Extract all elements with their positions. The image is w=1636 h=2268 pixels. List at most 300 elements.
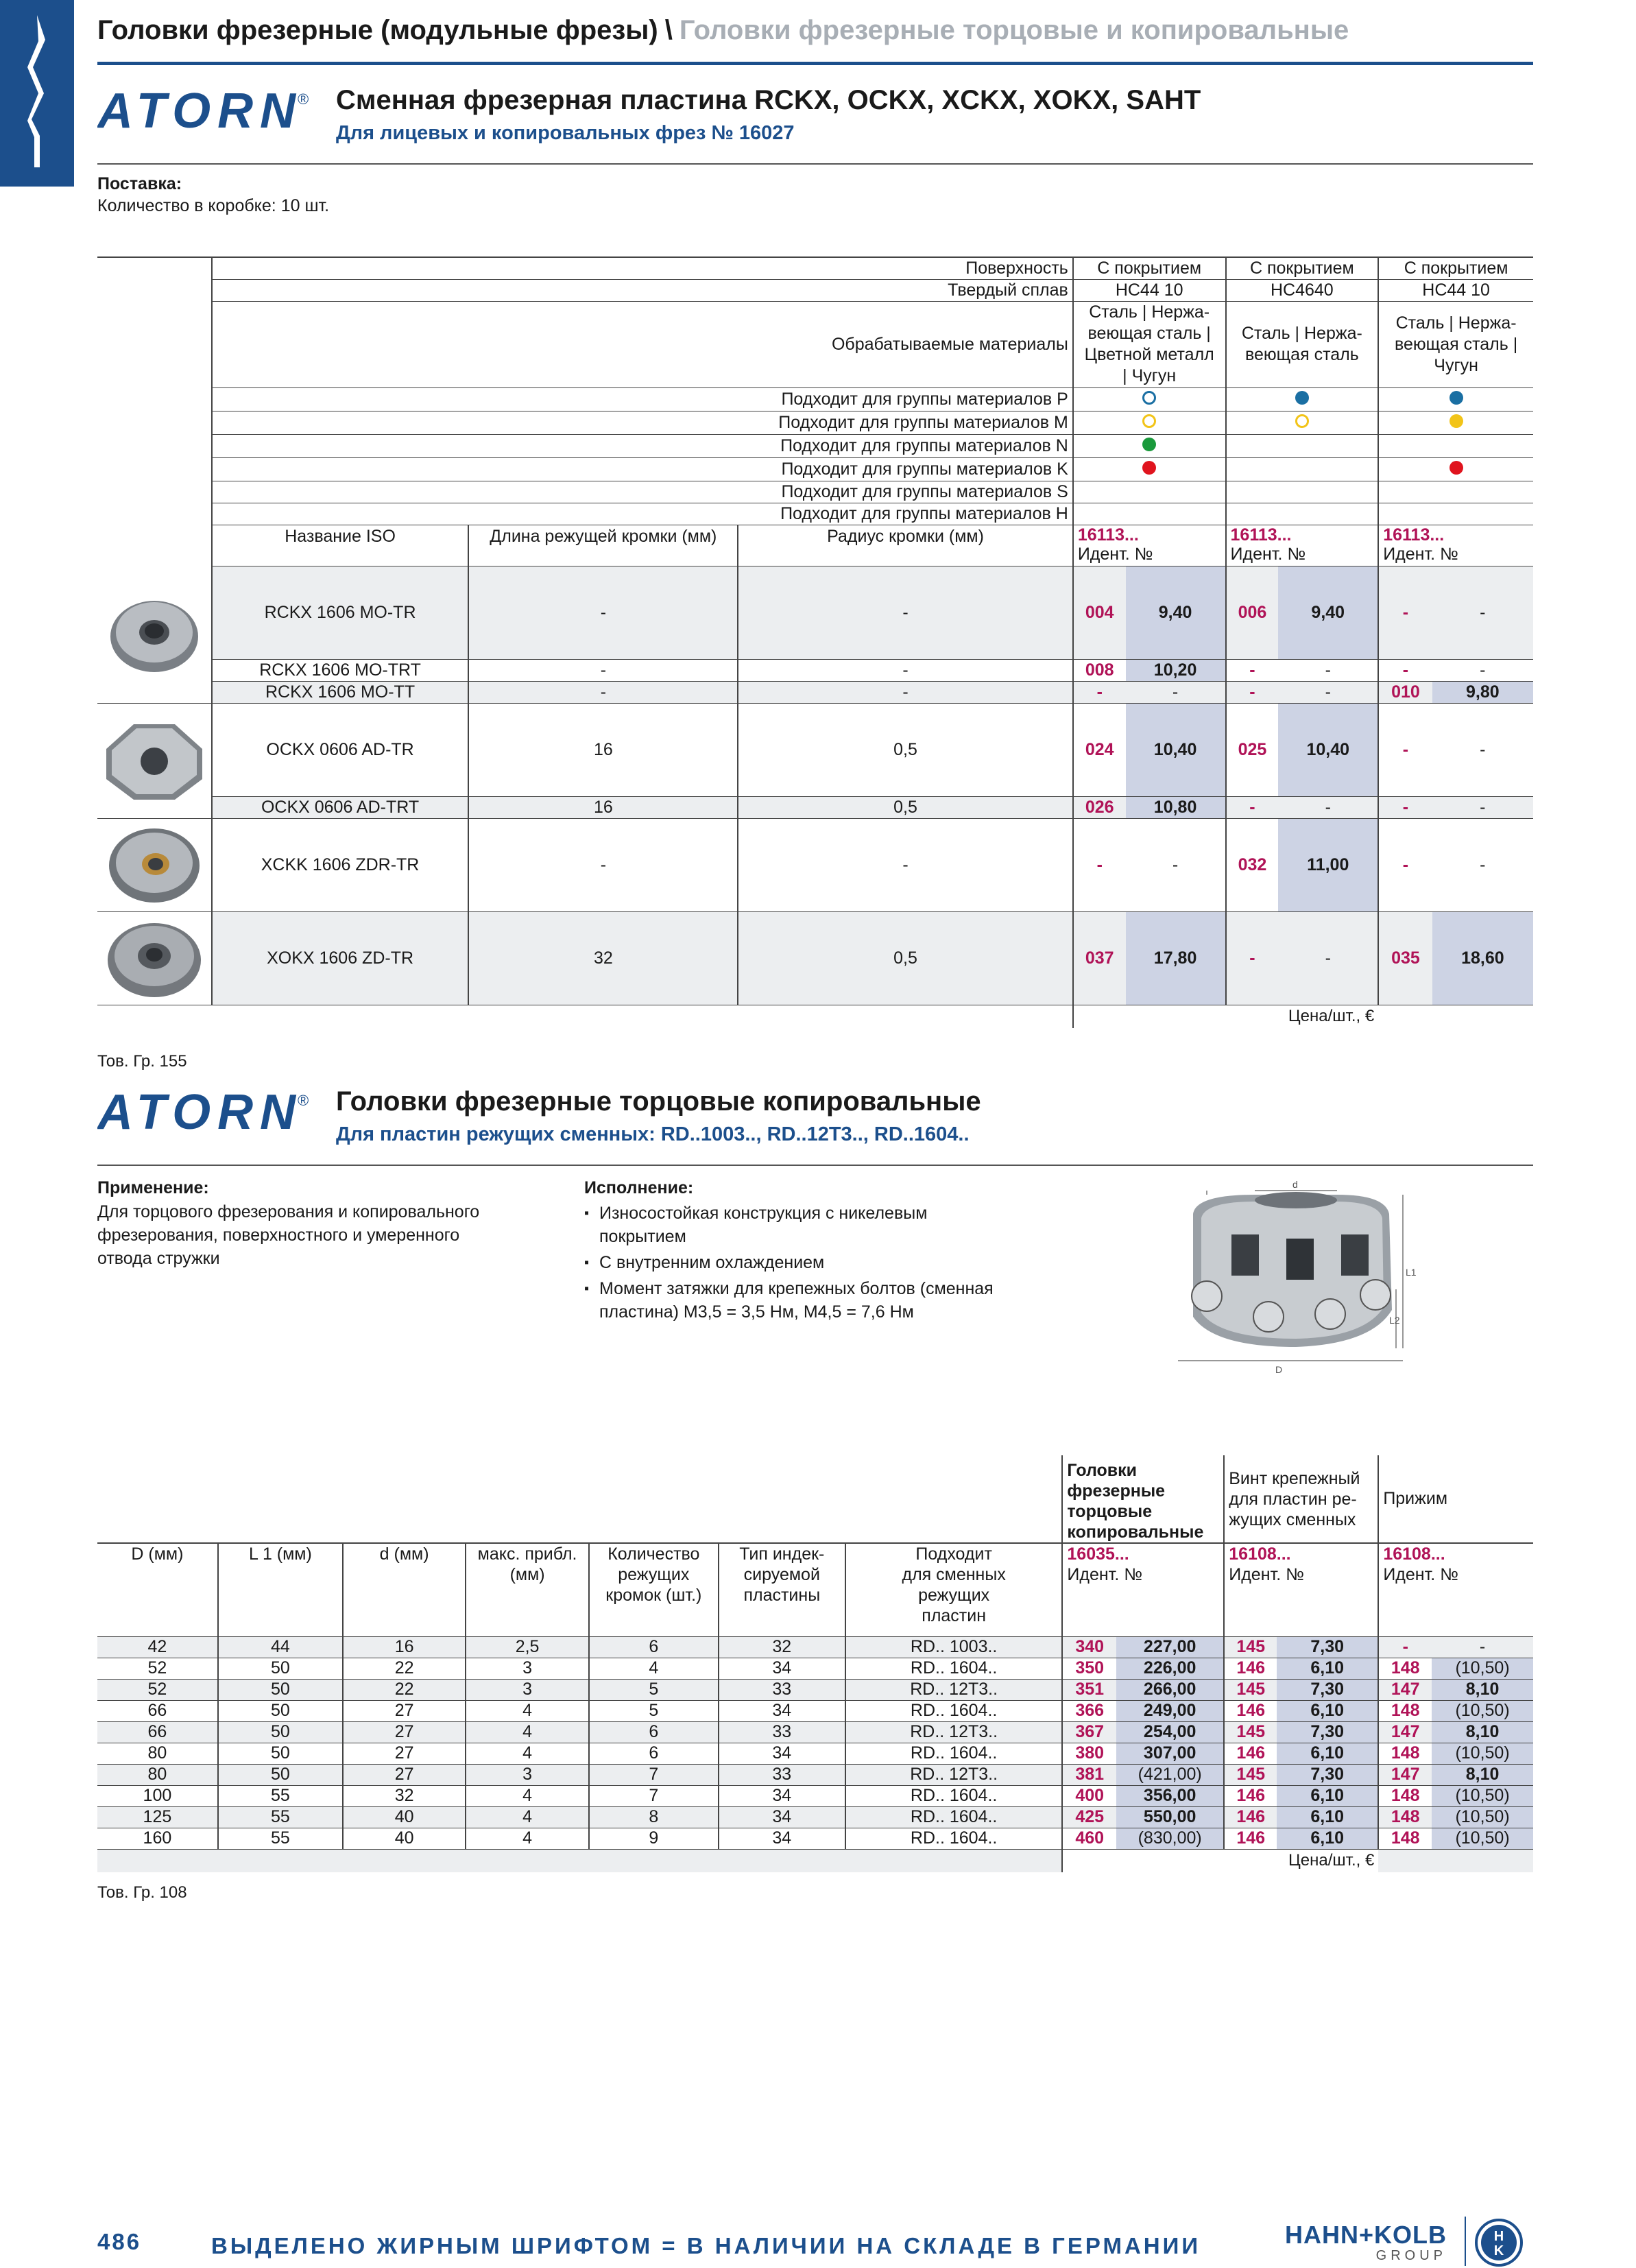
col1-ident: Идент. №: [1077, 544, 1153, 564]
max-depth: 3: [466, 1679, 589, 1700]
apply-line: Для торцового фрезерования и копировального: [97, 1202, 480, 1221]
svg-text:H: H: [1493, 2229, 1504, 2244]
bore-d: 22: [343, 1658, 466, 1679]
apply-line: отвода стружки: [97, 1249, 220, 1268]
price: 6,10: [1277, 1658, 1378, 1679]
edge-radius: -: [738, 659, 1073, 681]
length-L1: 50: [218, 1721, 343, 1743]
diameter: 66: [97, 1721, 218, 1743]
col-ap-head: макс. прибл. (мм): [466, 1543, 589, 1636]
apply-line: фрезерования, поверхностного и умеренного: [97, 1226, 460, 1245]
apply-text: [97, 1200, 479, 1270]
price: 6,10: [1277, 1700, 1378, 1721]
price: 6,10: [1277, 1806, 1378, 1828]
hahn-kolb-logo: [1241, 2221, 1447, 2263]
max-depth: 4: [466, 1806, 589, 1828]
col-length-head: Длина режущей кромки (мм): [468, 525, 738, 566]
price-note: Цена/шт., €: [1073, 1005, 1378, 1028]
price: 6,10: [1277, 1743, 1378, 1764]
insert-type: 32: [719, 1636, 845, 1658]
dim-L1: L1: [1406, 1267, 1417, 1278]
col2-ident: Идент. №: [1229, 1565, 1304, 1584]
diameter: 80: [97, 1764, 218, 1785]
insert-type: 34: [719, 1658, 845, 1679]
dim-L2: L2: [1389, 1315, 1400, 1326]
ident-code: 146: [1224, 1700, 1277, 1721]
price: 226,00: [1116, 1658, 1224, 1679]
price: (421,00): [1116, 1764, 1224, 1785]
svg-text:®: ®: [298, 91, 309, 108]
col2-ident: Идент. №: [1230, 544, 1306, 564]
insert-type: 33: [719, 1764, 845, 1785]
section2-subtitle: Для пластин режущих сменных: RD..1003.., RD..12T3.., RD..1604..: [336, 1123, 970, 1145]
group-note-2: Тов. Гр. 108: [97, 1883, 187, 1902]
max-depth: 4: [466, 1743, 589, 1764]
diameter: 66: [97, 1700, 218, 1721]
row-groupS-label: Подходит для группы материалов S: [212, 481, 1073, 503]
table-row: [97, 1764, 1533, 1785]
svg-text:K: K: [1493, 2243, 1504, 2258]
price: -: [1278, 796, 1378, 818]
section2-title: Головки фрезерные торцовые копировальные: [336, 1086, 981, 1117]
price: 7,30: [1277, 1636, 1378, 1658]
header-subtitle: Головки фрезерные торцовые и копировальные: [679, 15, 1349, 45]
edge-radius: -: [738, 818, 1073, 911]
price: -: [1432, 1636, 1533, 1658]
diameter: 80: [97, 1743, 218, 1764]
edge-radius: -: [738, 681, 1073, 703]
price: -: [1432, 566, 1533, 659]
fits-inserts: RD.. 1604..: [845, 1700, 1062, 1721]
ident-code: -: [1378, 659, 1432, 681]
col2-materials: Сталь | Нержа- веющая сталь: [1226, 301, 1379, 387]
stock-note: ВЫДЕЛЕНО ЖИРНЫМ ШРИФТОМ = В НАЛИЧИИ НА СКЛАДЕ В ГЕРМАНИИ: [211, 2233, 1201, 2258]
price: 17,80: [1126, 911, 1226, 1005]
price: -: [1278, 681, 1378, 703]
dim-d: d: [1292, 1179, 1298, 1190]
svg-text:ATORN: ATORN: [97, 1086, 293, 1137]
group-head-3: Прижим: [1378, 1455, 1533, 1543]
col-fit-head: Подходит для сменных режущих пластин: [845, 1543, 1062, 1636]
price: 7,30: [1277, 1721, 1378, 1743]
ident-code: 037: [1073, 911, 1126, 1005]
supply-text: Количество в коробке: 10 шт.: [97, 196, 330, 215]
price: 307,00: [1116, 1743, 1224, 1764]
edge-count: 5: [589, 1679, 719, 1700]
ident-code: -: [1073, 681, 1126, 703]
price: 8,10: [1432, 1721, 1533, 1743]
length-L1: 50: [218, 1679, 343, 1700]
ident-code: 340: [1062, 1636, 1116, 1658]
col1-ident: Идент. №: [1067, 1565, 1143, 1584]
price: -: [1126, 818, 1226, 911]
suitability-dot: [1295, 414, 1309, 428]
ident-code: 350: [1062, 1658, 1116, 1679]
dim-D: D: [1275, 1364, 1283, 1375]
iso-name: XOKX 1606 ZD-TR: [212, 911, 469, 1005]
length-L1: 44: [218, 1636, 343, 1658]
ident-code: 147: [1378, 1721, 1432, 1743]
col3-carbide: HC44 10: [1378, 279, 1533, 301]
svg-text:®: ®: [298, 1092, 309, 1109]
max-depth: 3: [466, 1658, 589, 1679]
ident-code: 026: [1073, 796, 1126, 818]
exec-item: ▪ Износостойкая конструкция с никелевым покрытием: [584, 1202, 994, 1248]
table-row: [97, 911, 1533, 1005]
ident-code: -: [1073, 818, 1126, 911]
cutting-length: 16: [468, 703, 738, 796]
iso-name: OCKX 0606 AD-TR: [212, 703, 469, 796]
price: (10,50): [1432, 1700, 1533, 1721]
table-row: [97, 1785, 1533, 1806]
ident-code: 024: [1073, 703, 1126, 796]
col2-code: 16113...: [1230, 525, 1292, 545]
ident-code: 008: [1073, 659, 1126, 681]
row-groupN-label: Подходит для группы материалов N: [212, 434, 1073, 457]
col-z-head: Количество режущих кромок (шт.): [589, 1543, 719, 1636]
length-L1: 50: [218, 1764, 343, 1785]
ident-code: 145: [1224, 1636, 1277, 1658]
table-row: [97, 1658, 1533, 1679]
bore-d: 40: [343, 1828, 466, 1849]
table-row: [97, 1828, 1533, 1849]
ident-code: -: [1378, 703, 1432, 796]
ident-code: 146: [1224, 1785, 1277, 1806]
price: 10,40: [1126, 703, 1226, 796]
price: 254,00: [1116, 1721, 1224, 1743]
insert-type: 34: [719, 1700, 845, 1721]
insert-type: 34: [719, 1743, 845, 1764]
ident-code: -: [1226, 659, 1279, 681]
insert-type: 34: [719, 1828, 845, 1849]
col3-materials: Сталь | Нержа- веющая сталь | Чугун: [1378, 301, 1533, 387]
price: 6,10: [1277, 1785, 1378, 1806]
price: -: [1126, 681, 1226, 703]
header-separator: \: [664, 15, 673, 45]
brand-name: HAHN+KOLB: [1284, 2221, 1447, 2249]
price: 6,10: [1277, 1828, 1378, 1849]
suitability-dot: [1142, 438, 1156, 451]
col-iso-head: Название ISO: [212, 525, 469, 566]
col-type-head: Тип индек- сируемой пластины: [719, 1543, 845, 1636]
table-row: [97, 1721, 1533, 1743]
edge-count: 5: [589, 1700, 719, 1721]
ident-code: 425: [1062, 1806, 1116, 1828]
row-groupK-label: Подходит для группы материалов K: [212, 457, 1073, 481]
page-number: 486: [97, 2229, 142, 2254]
bore-d: 16: [343, 1636, 466, 1658]
price: 10,20: [1126, 659, 1226, 681]
length-L1: 50: [218, 1658, 343, 1679]
length-L1: 50: [218, 1700, 343, 1721]
length-L1: 55: [218, 1806, 343, 1828]
suitability-dot: [1142, 391, 1156, 405]
table-row: [97, 681, 1533, 703]
ident-code: -: [1226, 681, 1279, 703]
hk-emblem-container: [1465, 2217, 1533, 2266]
ident-code: 148: [1378, 1806, 1432, 1828]
max-depth: 3: [466, 1764, 589, 1785]
table-row: [97, 703, 1533, 796]
inserts-table: [97, 256, 1533, 1028]
edge-count: 6: [589, 1721, 719, 1743]
ident-code: 147: [1378, 1679, 1432, 1700]
price: -: [1432, 659, 1533, 681]
price: -: [1432, 796, 1533, 818]
ident-code: -: [1378, 796, 1432, 818]
edge-count: 7: [589, 1785, 719, 1806]
fits-inserts: RD.. 1604..: [845, 1743, 1062, 1764]
diameter: 52: [97, 1658, 218, 1679]
bore-d: 27: [343, 1743, 466, 1764]
max-depth: 4: [466, 1700, 589, 1721]
edge-radius: 0,5: [738, 703, 1073, 796]
cutting-length: -: [468, 659, 738, 681]
insert-xckk-image: [99, 822, 209, 908]
ident-code: -: [1378, 566, 1432, 659]
price: 9,80: [1432, 681, 1533, 703]
diameter: 125: [97, 1806, 218, 1828]
col1-materials: Сталь | Нержа- веющая сталь | Цветной металл | Чугун: [1073, 301, 1226, 387]
ident-code: 146: [1224, 1658, 1277, 1679]
row-groupP-label: Подходит для группы материалов P: [212, 387, 1073, 411]
cutting-length: -: [468, 818, 738, 911]
fits-inserts: RD.. 12T3..: [845, 1721, 1062, 1743]
iso-name: RCKX 1606 MO-TRT: [212, 659, 469, 681]
ident-code: 146: [1224, 1743, 1277, 1764]
ident-code: 010: [1378, 681, 1432, 703]
brand-group: GROUP: [1375, 2248, 1447, 2263]
chapter-tab: [0, 0, 74, 187]
group-head-1: Головки фрезерные торцовые копировальные: [1062, 1455, 1224, 1543]
ident-code: 145: [1224, 1679, 1277, 1700]
header-rule: [97, 62, 1533, 65]
fits-inserts: RD.. 1604..: [845, 1806, 1062, 1828]
insert-type: 33: [719, 1721, 845, 1743]
price: 18,60: [1432, 911, 1533, 1005]
insert-type: 34: [719, 1806, 845, 1828]
table-row: [97, 1636, 1533, 1658]
atorn-logo: [97, 85, 314, 136]
suitability-dot: [1449, 461, 1463, 475]
ident-code: 032: [1226, 818, 1279, 911]
iso-name: OCKX 0606 AD-TRT: [212, 796, 469, 818]
price: 9,40: [1126, 566, 1226, 659]
price: 10,80: [1126, 796, 1226, 818]
col3-code: 16113...: [1383, 525, 1445, 545]
col3-ident: Идент. №: [1383, 544, 1458, 564]
milling-heads-table: [97, 1455, 1533, 1872]
table-row: [97, 1679, 1533, 1700]
edge-count: 8: [589, 1806, 719, 1828]
insert-rckx-image: [99, 591, 209, 678]
iso-name: XCKK 1606 ZDR-TR: [212, 818, 469, 911]
section1-title: Сменная фрезерная пластина RCKX, OCKX, XCKX, XOKX, SAHT: [336, 85, 1201, 115]
page-header: [97, 15, 1349, 46]
col3-ident: Идент. №: [1383, 1565, 1458, 1584]
ident-code: 145: [1224, 1764, 1277, 1785]
cutting-length: 16: [468, 796, 738, 818]
length-L1: 55: [218, 1785, 343, 1806]
bore-d: 22: [343, 1679, 466, 1700]
group-note-1: Тов. Гр. 155: [97, 1052, 187, 1071]
price: -: [1432, 818, 1533, 911]
table-row: [97, 566, 1533, 659]
ident-code: 025: [1226, 703, 1279, 796]
col1-surface: С покрытием: [1073, 257, 1226, 279]
ident-code: 460: [1062, 1828, 1116, 1849]
price: (10,50): [1432, 1806, 1533, 1828]
fits-inserts: RD.. 1604..: [845, 1785, 1062, 1806]
diameter: 42: [97, 1636, 218, 1658]
ident-code: -: [1378, 1636, 1432, 1658]
ident-code: 147: [1378, 1764, 1432, 1785]
table-row: [97, 818, 1533, 911]
ident-code: 366: [1062, 1700, 1116, 1721]
price: (10,50): [1432, 1785, 1533, 1806]
price: (10,50): [1432, 1828, 1533, 1849]
price: 266,00: [1116, 1679, 1224, 1700]
fits-inserts: RD.. 1604..: [845, 1828, 1062, 1849]
col-L1-head: L 1 (мм): [218, 1543, 343, 1636]
price: 8,10: [1432, 1764, 1533, 1785]
edge-count: 6: [589, 1636, 719, 1658]
row-groupM-label: Подходит для группы материалов M: [212, 411, 1073, 434]
ident-code: 035: [1378, 911, 1432, 1005]
edge-count: 6: [589, 1743, 719, 1764]
cutting-length: 32: [468, 911, 738, 1005]
section1-subtitle: Для лицевых и копировальных фрез № 16027: [336, 122, 795, 144]
ident-code: 400: [1062, 1785, 1116, 1806]
price: (10,50): [1432, 1743, 1533, 1764]
ident-code: 148: [1378, 1658, 1432, 1679]
length-L1: 55: [218, 1828, 343, 1849]
col3-surface: С покрытием: [1378, 257, 1533, 279]
header-title: Головки фрезерные (модульные фрезы): [97, 15, 658, 45]
col-radius-head: Радиус кромки (мм): [738, 525, 1073, 566]
col2-surface: С покрытием: [1226, 257, 1379, 279]
price: 9,40: [1278, 566, 1378, 659]
price: 11,00: [1278, 818, 1378, 911]
ident-code: 146: [1224, 1806, 1277, 1828]
col-D-head: D (мм): [97, 1543, 218, 1636]
bore-d: 27: [343, 1721, 466, 1743]
row-materials-label: Обрабатываемые материалы: [212, 301, 1073, 387]
ident-code: 381: [1062, 1764, 1116, 1785]
ident-code: 367: [1062, 1721, 1116, 1743]
bore-d: 40: [343, 1806, 466, 1828]
edge-count: 4: [589, 1658, 719, 1679]
ident-code: -: [1378, 818, 1432, 911]
divider: [97, 163, 1533, 165]
price: -: [1278, 911, 1378, 1005]
price: 7,30: [1277, 1679, 1378, 1700]
price: 227,00: [1116, 1636, 1224, 1658]
edge-count: 9: [589, 1828, 719, 1849]
exec-list: [584, 1202, 994, 1324]
row-groupH-label: Подходит для группы материалов H: [212, 503, 1073, 525]
table-row: [97, 1806, 1533, 1828]
suitability-dot: [1449, 414, 1463, 428]
price: 356,00: [1116, 1785, 1224, 1806]
edge-count: 7: [589, 1764, 719, 1785]
exec-item: ▪ С внутренним охлаждением: [584, 1251, 994, 1274]
col1-carbide: HC44 10: [1073, 279, 1226, 301]
ident-code: -: [1226, 911, 1279, 1005]
edge-radius: 0,5: [738, 796, 1073, 818]
price: (10,50): [1432, 1658, 1533, 1679]
ident-code: 145: [1224, 1721, 1277, 1743]
iso-name: RCKX 1606 MO-TR: [212, 566, 469, 659]
exec-label: Исполнение:: [584, 1178, 694, 1197]
fits-inserts: RD.. 12T3..: [845, 1764, 1062, 1785]
insert-type: 34: [719, 1785, 845, 1806]
col-d-head: d (мм): [343, 1543, 466, 1636]
bore-d: 27: [343, 1764, 466, 1785]
insert-ockx-image: [99, 717, 209, 804]
cutting-length: -: [468, 566, 738, 659]
milling-head-drawing: [1166, 1173, 1426, 1378]
fits-inserts: RD.. 1003..: [845, 1636, 1062, 1658]
max-depth: 2,5: [466, 1636, 589, 1658]
iso-name: RCKX 1606 MO-TT: [212, 681, 469, 703]
length-L1: 50: [218, 1743, 343, 1764]
row-surface-label: Поверхность: [212, 257, 1073, 279]
price: 10,40: [1278, 703, 1378, 796]
edge-radius: 0,5: [738, 911, 1073, 1005]
ident-code: 351: [1062, 1679, 1116, 1700]
price: -: [1432, 703, 1533, 796]
price: (830,00): [1116, 1828, 1224, 1849]
suitability-dot: [1295, 391, 1309, 405]
col2-carbide: HC4640: [1226, 279, 1379, 301]
atorn-logo: [97, 1086, 314, 1137]
insert-type: 33: [719, 1679, 845, 1700]
col2-code: 16108...: [1229, 1544, 1291, 1564]
fits-inserts: RD.. 1604..: [845, 1658, 1062, 1679]
table-row: [97, 1743, 1533, 1764]
ident-code: 380: [1062, 1743, 1116, 1764]
fits-inserts: RD.. 12T3..: [845, 1679, 1062, 1700]
bore-d: 32: [343, 1785, 466, 1806]
ident-code: 004: [1073, 566, 1126, 659]
diameter: 160: [97, 1828, 218, 1849]
divider: [97, 1165, 1533, 1166]
exec-item: ▪ Момент затяжки для крепежных болтов (сменная пластина) M3,5 = 3,5 Нм, M4,5 = 7,6 Нм: [584, 1277, 994, 1324]
ident-code: 006: [1226, 566, 1279, 659]
price: 7,30: [1277, 1764, 1378, 1785]
price: 249,00: [1116, 1700, 1224, 1721]
insert-xokx-image: [99, 915, 209, 1001]
table-row: [97, 659, 1533, 681]
price: 550,00: [1116, 1806, 1224, 1828]
table-row: [97, 1700, 1533, 1721]
apply-label: Применение:: [97, 1178, 209, 1197]
max-depth: 4: [466, 1721, 589, 1743]
table-row: [97, 796, 1533, 818]
hk-emblem-icon: [1474, 2218, 1524, 2267]
supply-label: Поставка:: [97, 174, 182, 193]
cutting-length: -: [468, 681, 738, 703]
ident-code: 148: [1378, 1785, 1432, 1806]
col1-code: 16035...: [1067, 1544, 1129, 1564]
col3-code: 16108...: [1383, 1544, 1445, 1564]
ident-code: 148: [1378, 1700, 1432, 1721]
max-depth: 4: [466, 1785, 589, 1806]
suitability-dot: [1142, 461, 1156, 475]
group-head-2: Винт крепежный для пластин ре- жущих сменных: [1224, 1455, 1378, 1543]
diameter: 100: [97, 1785, 218, 1806]
